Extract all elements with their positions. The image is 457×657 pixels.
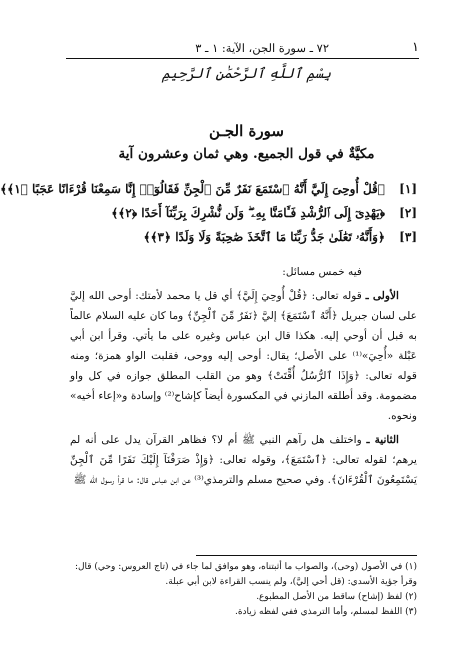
running-title: ٧٢ ـ سورة الجن، الآية: ١ ـ ٣ [195,41,329,55]
ayah-text: ﴿وَأَنَّهُۥ تَعَٰلَىٰ جَدُّ رَبِّنَا مَا ٱتَّخَذَ صَٰحِبَةً وَلَا وَلَدًا ﴿٣﴾﴾ [143,230,385,244]
issue-label: الأولى ـ [365,290,399,302]
footnote-line: (٣) اللفظ لمسلم، وأما الترمذي ففي لفظه زيادة. [234,607,417,617]
ayah-number: [٢] [399,206,417,220]
page-number: ١ [412,40,419,55]
ayah-line [70,206,417,230]
ayah-text: ﴿قُلْ أُوحِىَ إِلَيَّ أَنَّهُ ٱسْتَمَعَ نَفَرٌ مِّنَ ٱلْجِنِّ فَقَالُوٓا۟ إِنَّا سَمِعْنَا قُرْءَانًا عَجَبًا ﴿١﴾﴾ [0,182,385,196]
basmala: بِسْمِ ٱللَّهِ ٱلرَّحْمَٰنِ ٱلرَّحِيمِ [161,66,332,82]
ayah-number: [١] [399,182,417,196]
ayah-list [0,182,417,254]
footnote-rule [196,555,417,556]
surah-subtitle: مكيَّةٌ في قول الجميع. وهي ثمان وعشرون آية [118,146,375,162]
footnotes [70,560,417,620]
ayah-text: ﴿يَهْدِىٓ إِلَى ٱلرُّشْدِ فَـَٔامَنَّا بِهِۦ ۖ وَلَن نُّشْرِكَ بِرَبِّنَآ أَحَدًا ﴿٢﴾﴾ [111,206,385,220]
ayah-number: [٣] [399,230,417,244]
paragraph-text: قوله تعالى: ﴿قُلْ أُوحِيَ إِلَيَّ﴾ أي قل يا محمد لأمتك: أوحى الله إليَّ على لسان جبريل ﴿أَنَّهُ ٱسْتَمَعَ﴾ إليَّ ﴿نَفَرٌ مِّنَ ٱلْجِنِّ﴾ وما كان عليه السلام عالماً به قبل أن أوحي إليه. هكذا قال ابن عباس وغيره على ما يأتي. وقرأ ابن أبي عَبْلة «أُحِيَ»⁽¹⁾ على الأصل؛ يقال: أوحى إليه ووحى، فقلبت الواو همزة؛ ومنه قوله تعالى: ﴿وَإِذَا ٱلرُّسُلُ أُقِّتَتْ﴾ وهو من القلب المطلق جوازه في كل واو مضمومة. وقد أطلقه المازني في المكسورة أيضاً كإشاح⁽²⁾ وإسادة و«إعاء أخيه» ونحوه. [70,290,417,422]
issue-label: الثانية ـ [366,434,399,446]
intro-line: فيه خمس مسائل: [282,266,362,278]
ayah-line [70,230,417,254]
paragraph-text: واختلف هل رآهم النبي ﷺ أم لا؟ فظاهر القرآن يدل على أنه لم يرهم؛ لقوله تعالى: ﴿ٱسْتَمَعَ﴾، وقوله تعالى: ﴿وَإِذْ صَرَفْنَآ إِلَيْكَ نَفَرًا مِّنَ ٱلْجِنِّ يَسْتَمِعُونَ ٱلْقُرْءَانَ﴾. وفي صحيح مسلم والترمذي⁽³⁾ عن ابن عباس قال: ما قرأ رسول الله ﷺ [70,434,417,486]
commentary-body [70,262,417,494]
paragraph-second-issue [70,430,417,490]
paragraph-first-issue [70,286,417,426]
footnote-line: (٢) لفظ (إشاح) ساقط من الأصل المطبوع. [256,592,417,602]
footnote-line: وقرأ جؤية الأسدي: (قل أحي إليَّ)، ولم ينسب القراءة لابن أبي عبلة. [165,577,417,587]
footnote-line: (١) في الأصول (وحى)، والصواب ما أثبتناه، وهو موافق لما جاء في (تاج العروس: وحي) قال: [74,562,417,572]
header-rule [66,58,419,59]
surah-title: سورة الجـن [209,122,284,140]
ayah-line [0,182,417,206]
running-header [66,38,419,58]
